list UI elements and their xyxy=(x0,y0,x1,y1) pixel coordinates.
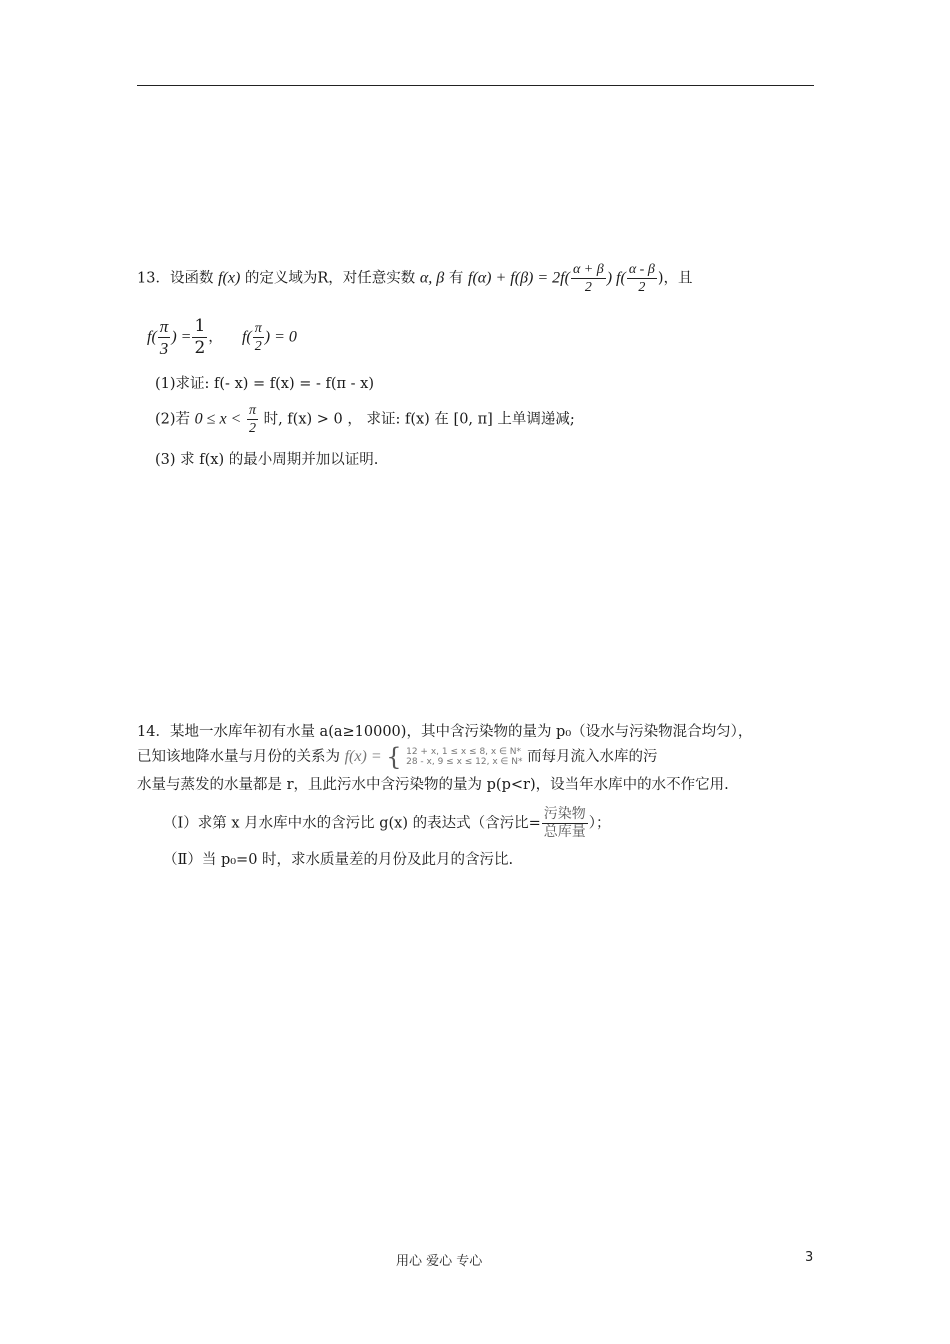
q13-cond-separator: ， xyxy=(208,329,223,346)
q13-vars: α, β xyxy=(419,269,445,287)
q14-piece2: 28 - x, 9 ≤ x ≤ 12, x ∈ N* xyxy=(406,757,523,767)
q13-conditions xyxy=(147,316,297,359)
q13-part2-pre: (2)若 xyxy=(155,411,191,428)
q13-eq-mid: ) f( xyxy=(606,269,626,287)
q14-line2-pre: 已知该地降水量与月份的关系为 xyxy=(137,749,340,765)
q14-line2-post: 而每月流入水库的污 xyxy=(527,749,658,765)
q13-statement-line1 xyxy=(137,261,692,296)
q13-part2 xyxy=(155,402,575,437)
brace-glyph: { xyxy=(386,743,402,771)
q14-part1-pre: （Ⅰ）求第 x 月水库中水的含污比 g(x) 的表达式（含污比= xyxy=(163,815,541,832)
q13-intro: 13．设函数 xyxy=(137,270,214,287)
page-number: 3 xyxy=(805,1250,814,1265)
q13-part2-post: 时, f(x) > 0 ， 求证: f(x) 在 [0, π] 上单调递减; xyxy=(263,411,575,428)
q13-cond2-arg: $\frac{\pi}{2}$ xyxy=(254,321,262,354)
q13-you: 有 xyxy=(448,270,464,287)
q14-part2: （Ⅱ）当 p₀=0 时，求水质量差的月份及此月的含污比. xyxy=(163,852,514,868)
q13-cond2-pre: f( xyxy=(241,328,252,346)
q13-frac-diff: $\frac{\alpha - \beta}{2}$ xyxy=(628,262,655,295)
q13-frac-sum: $\frac{\alpha + \beta}{2}$ xyxy=(572,262,604,295)
q14-func: f(x) = xyxy=(344,748,382,765)
q13-cond2-eq: ) = 0 xyxy=(264,328,297,346)
q14-line2 xyxy=(137,743,658,771)
q13-eq-end: )，且 xyxy=(657,270,693,287)
q14-piece1: 12 + x, 1 ≤ x ≤ 8, x ∈ N* xyxy=(406,747,522,757)
q14-line1: 14．某地一水库年初有水量 a(a≥10000)，其中含污染物的量为 p₀（设水与污染物混合均匀）， xyxy=(137,724,753,740)
footer-motto: 用心 爱心 专心 xyxy=(396,1254,483,1269)
q13-domain-text: 的定义域为R，对任意实数 xyxy=(244,270,416,287)
header-rule xyxy=(137,85,814,86)
q14-part1-post: ）； xyxy=(588,815,611,832)
q13-cond1-arg: $\frac{\pi}{3}$ xyxy=(159,317,169,358)
q14-ratio-frac: $\frac{\text{污染物}}{\text{总库量}}$ xyxy=(543,806,586,840)
q13-part2-frac: $\frac{\pi}{2}$ xyxy=(248,403,256,436)
q13-func: f(x) xyxy=(218,269,241,287)
q14-piecewise xyxy=(406,747,522,767)
q13-part2-ineq: 0 ≤ x < xyxy=(194,410,242,428)
q13-cond1-eq: ) = xyxy=(171,328,192,346)
q13-cond1-value: $\frac{1}{2}$ xyxy=(194,316,206,358)
q13-part3: (3) 求 f(x) 的最小周期并加以证明. xyxy=(155,452,379,468)
q13-eq-lhs: f(α) + f(β) = 2f( xyxy=(468,269,570,287)
q13-part1: (1)求证: f(- x) = f(x) = - f(π - x) xyxy=(155,376,375,392)
q13-cond1-pre: f( xyxy=(147,328,157,346)
q14-line3: 水量与蒸发的水量都是 r，且此污水中含污染物的量为 p(p<r)，设当年水库中的水不作它用. xyxy=(137,777,729,793)
q14-part1 xyxy=(163,806,611,841)
